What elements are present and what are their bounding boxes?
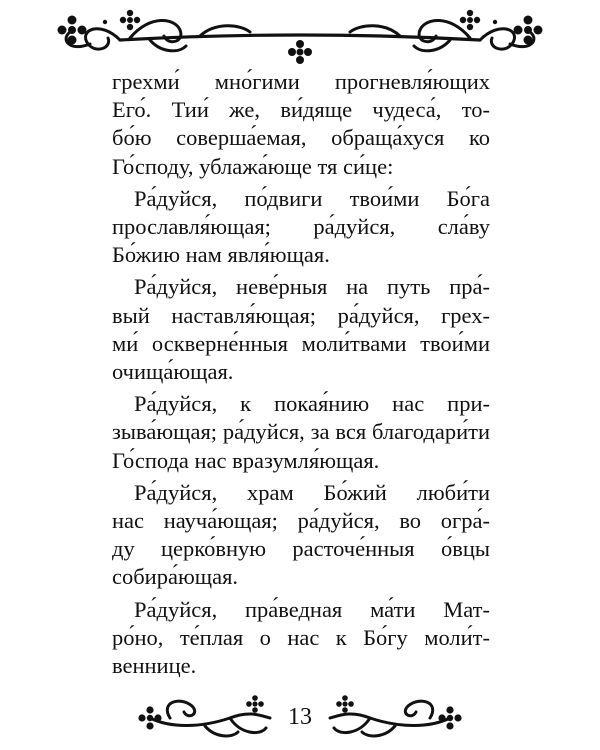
text-line: Его́. Тии́ же, ви́дяще чудеса́, то- [112, 97, 490, 123]
text-line: вый наставля́ющая; ра́дуйся, грех- [112, 302, 490, 328]
text-line: ро́но, те́плая о нас к Бо́гу моли́т- [112, 624, 490, 650]
paragraph [112, 390, 490, 475]
prayer-text [112, 68, 490, 684]
text-line: нас науча́ющая; ра́дуйся, во огра́- [112, 508, 490, 534]
text-line: грехми́ мно́гими прогневля́ющих [112, 69, 490, 94]
paragraph [112, 185, 490, 270]
top-ornament-border [0, 0, 600, 70]
text-line: бо́ю соверша́емая, обраща́хуся ко [112, 125, 490, 151]
text-line: Го́споду, ублажа́юще тя си́це: [112, 153, 394, 179]
paragraph [112, 479, 490, 592]
top-left-flower-icon [58, 16, 87, 45]
text-line: Ра́дуйся, по́двиги твои́ми Бо́га [134, 185, 490, 211]
top-right-flower-icon [514, 16, 543, 45]
text-line: очища́ющая. [112, 359, 234, 385]
bottom-left-flower-icon [138, 706, 161, 729]
bottom-inner-right-flower-icon [336, 695, 354, 713]
text-line: Ра́дуйся, к покая́нию нас при- [134, 391, 490, 417]
page-number: 13 [276, 703, 324, 731]
text-line: собира́ющая. [112, 564, 239, 590]
text-line: Ра́дуйся, неве́рныя на путь пра́- [134, 274, 490, 300]
paragraph [112, 68, 490, 181]
paragraph [112, 596, 490, 681]
text-line: Ра́дуйся, пра́ведная ма́ти Мат- [134, 596, 490, 622]
text-line: ду церко́вную расточе́нныя о́вцы [112, 536, 490, 562]
text-line: веннице. [112, 653, 197, 679]
top-center-flower-icon [288, 40, 312, 64]
bottom-inner-left-flower-icon [246, 695, 264, 713]
text-line: Бо́жию нам явля́ющая. [112, 242, 330, 268]
text-line: ми́ оскверне́нныя моли́твами твои́ми [112, 330, 490, 356]
top-inner-left-flower-icon [120, 10, 140, 30]
top-inner-right-flower-icon [460, 10, 480, 30]
text-line: прославля́ющая; ра́дуйся, сла́ву [112, 214, 490, 240]
bottom-right-flower-icon [438, 706, 461, 729]
paragraph [112, 273, 490, 386]
text-line: зыва́ющая; ра́дуйся, за вся благодари́ти [112, 419, 490, 445]
text-line: Го́спода нас вразумля́ющая. [112, 447, 380, 473]
text-line: Ра́дуйся, храм Бо́жий люби́ти [134, 479, 490, 505]
